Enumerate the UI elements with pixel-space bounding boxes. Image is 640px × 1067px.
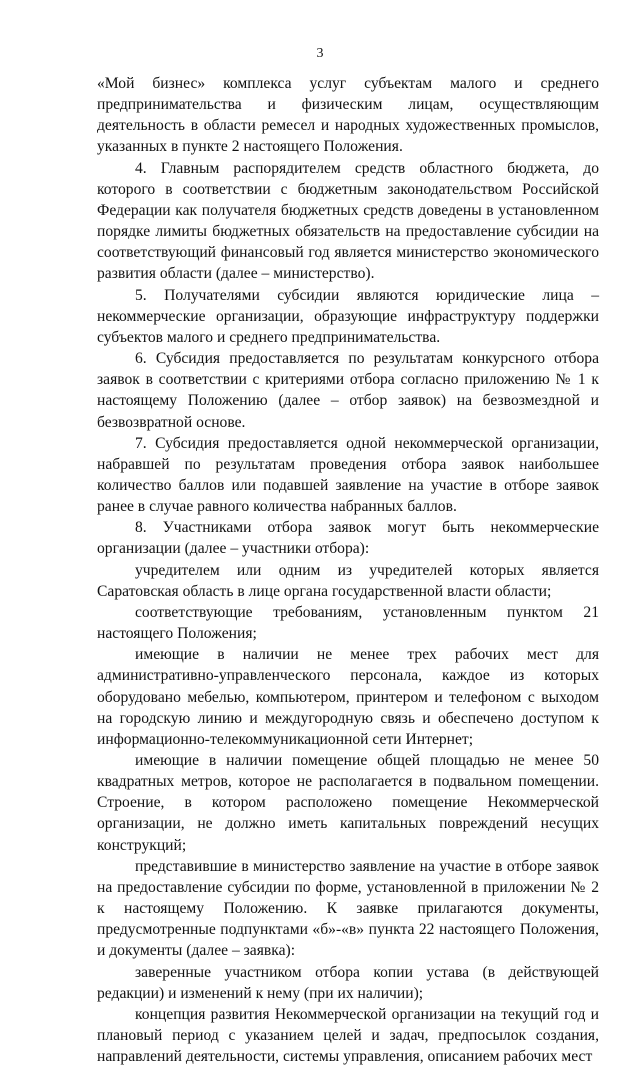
paragraph-continuation: «Мой бизнес» комплекса услуг субъектам малого и среднего предпринимательства и физическим лицам, осуществляющим деятельность в области ремесел и народных художественных промыслов, указанных в пункте 2 настоящего Положения. [97,75,599,156]
paragraph-item-8: 8. Участниками отбора заявок могут быть некоммерческие организации (далее – участники отбора): [97,519,599,558]
paragraph-item-6: 6. Субсидия предоставляется по результатам конкурсного отбора заявок в соответствии с критериями отбора согласно приложению № 1 к настоящему Положению (далее – отбор заявок) на безвозмездной и безвозвратной основе. [97,350,599,431]
page-number: 3 [316,46,324,61]
paragraph-criterion-requirements: соответствующие требованиям, установленным пунктом 21 настоящего Положения; [97,603,599,643]
paragraph-criterion-application: представившие в министерство заявление на участие в отборе заявок на предоставление субсидии по форме, установленной в приложении № 2 к настоящему Положению. К заявке прилагаются документы, предусмотренные подпунктами «б»-«в» пункта 22 настоящего Положения, и документы (далее – заявка): [97,857,599,960]
paragraph-item-4: 4. Главным распорядителем средств областного бюджета, до которого в соответствии с бюджетным законодательством Российской Федерации как получателя бюджетных средств доведены в установленном порядке лимиты бюджетных обязательств на предоставление субсидии на соответствующий финансовый год является министерство экономического развития области (далее – министерство). [97,159,599,283]
paragraph-criterion-premises: имеющие в наличии помещение общей площадью не менее 50 квадратных метров, которое не располагается в подвальном помещении. Строение, в котором расположено помещение Некоммерческой организации, не должно иметь капитальных повреждений несущих конструкций; [97,752,599,854]
paragraph-item-7: 7. Субсидия предоставляется одной некоммерческой организации, набравшей по результатам проведения отбора заявок наибольшее количество баллов или подавшей заявление на участие в отборе заявок ранее в случае равного количества набранных баллов. [97,434,599,516]
paragraph-criterion-founder: учредителем или одним из учредителей которых является Саратовская область в лице органа государственной власти области; [97,561,599,600]
paragraph-criterion-workplaces: имеющие в наличии не менее трех рабочих мест для административно-управленческого персонала, каждое из которых оборудовано мебелью, компьютером, принтером и телефоном с выходом на городскую линию и междугородную связь и обеспечено доступом к информационно-телекоммуникационной сети Интернет; [97,646,599,748]
paragraph-item-5: 5. Получателями субсидии являются юридические лица – некоммерческие организации, образующие инфраструктуру поддержки субъектов малого и среднего предпринимательства. [97,286,599,346]
paragraph-document-concept: концепция развития Некоммерческой организации на текущий год и плановый период с указанием целей и задач, предпосылок создания, направлений деятельности, системы управления, описанием рабочих мест [97,1005,599,1066]
document-body [97,73,599,1067]
paragraph-document-charter: заверенные участником отбора копии устава (в действующей редакции) и изменений к нему (при их наличии); [97,963,599,1002]
